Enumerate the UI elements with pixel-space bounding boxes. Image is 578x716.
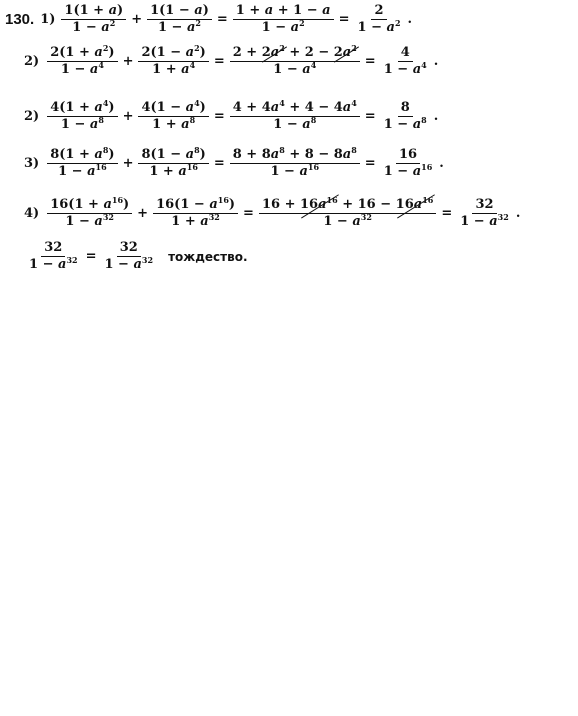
period: . [407, 12, 413, 27]
numerator: $4(1 - a^4)$ [138, 101, 208, 117]
equals-sign: = [338, 12, 350, 27]
item-5 [24, 195, 521, 229]
item-label: 4) [24, 206, 40, 221]
fraction [47, 43, 117, 77]
identity-word: тождество. [168, 249, 248, 264]
fraction [47, 195, 132, 229]
denominator: $1 - a^4$ [60, 60, 104, 77]
fraction [381, 101, 430, 132]
equals-sign: = [364, 54, 376, 69]
denominator: $1 - a^{32}$ [29, 255, 78, 272]
denominator: $1 - a^8$ [60, 115, 104, 132]
crossed-term: $2a^2$ [261, 43, 285, 60]
numerator: 4 [398, 46, 413, 62]
period: . [515, 206, 521, 221]
item-4 [24, 145, 444, 179]
denominator: $1 + a^8$ [152, 115, 196, 132]
numerator: 16 [396, 148, 420, 164]
period: . [433, 54, 439, 69]
numerator: 32 [41, 241, 65, 257]
plus-sign: + [122, 156, 134, 171]
numerator: 32 [472, 198, 496, 214]
denominator: $1 - a^{16}$ [270, 162, 320, 179]
fraction [230, 98, 360, 132]
equals-sign: = [216, 12, 228, 27]
item-1 [5, 4, 412, 35]
fraction [381, 148, 436, 179]
plus-sign: + [131, 12, 143, 27]
item-label: 2) [24, 54, 40, 69]
fraction [138, 43, 208, 77]
numerator: $8(1 + a^8)$ [47, 148, 117, 164]
crossed-term: $16a^{16}$ [395, 195, 434, 212]
numerator: $8(1 - a^8)$ [138, 148, 208, 164]
denominator: $1 - a^{32}$ [460, 212, 509, 229]
numerator: 1(1 + a) [61, 4, 126, 20]
equals-sign: = [213, 156, 225, 171]
numerator: 8 [398, 101, 413, 117]
fraction [259, 195, 436, 229]
fraction [153, 195, 238, 229]
denominator: $1 - a^2$ [157, 18, 201, 35]
denominator: $1 - a^{16}$ [383, 162, 433, 179]
denominator: $1 - a^8$ [273, 115, 317, 132]
equals-sign: = [364, 156, 376, 171]
numerator: $2(1 - a^2)$ [138, 46, 208, 62]
equals-sign: = [213, 54, 225, 69]
fraction [233, 4, 334, 35]
denominator: $1 - a^2$ [357, 18, 401, 35]
fraction [147, 4, 212, 35]
denominator: $1 - a^{32}$ [323, 212, 372, 229]
denominator: $1 - a^{16}$ [58, 162, 107, 179]
denominator: $1 + a^{32}$ [171, 212, 220, 229]
numerator: $2 + 2a^2 + 2 - 2a^2$ [230, 46, 360, 62]
denominator: $1 - a^2$ [261, 18, 305, 35]
denominator: $1 + a^{16}$ [149, 162, 198, 179]
fraction [457, 198, 512, 229]
fraction [381, 46, 430, 77]
plus-sign: + [122, 109, 134, 124]
equals-sign: = [441, 206, 453, 221]
numerator: 2 [371, 4, 386, 20]
numerator: $4 + 4a^4 + 4 - 4a^4$ [230, 101, 360, 117]
numerator: $16(1 - a^{16})$ [153, 198, 238, 214]
period: . [433, 109, 439, 124]
fraction [138, 145, 208, 179]
denominator: $1 - a^{32}$ [65, 212, 114, 229]
fraction [61, 4, 126, 35]
plus-sign: + [122, 54, 134, 69]
denominator: $1 - a^{32}$ [104, 255, 154, 272]
equals-sign: = [364, 109, 376, 124]
equals-sign: = [243, 206, 254, 221]
denominator: $1 - a^4$ [383, 60, 427, 77]
denominator: $1 - a^4$ [273, 60, 317, 77]
item-label: 1) [40, 12, 56, 27]
numerator: $8 + 8a^8 + 8 - 8a^8$ [230, 148, 360, 164]
numerator: 32 [117, 241, 141, 257]
denominator: $1 + a^4$ [152, 60, 196, 77]
equals-sign: = [213, 109, 225, 124]
equals-sign: = [85, 249, 97, 264]
crossed-term: $16a^{16}$ [300, 195, 338, 212]
plus-sign: + [137, 206, 149, 221]
numerator: 1 + a + 1 − a [233, 4, 334, 20]
denominator: $1 - a^2$ [72, 18, 116, 35]
period: . [439, 156, 444, 171]
fraction [26, 241, 81, 272]
fraction [47, 145, 117, 179]
item-2 [24, 43, 439, 77]
item-label: 2) [24, 109, 40, 124]
conclusion [24, 241, 248, 272]
numerator: 1(1 − a) [147, 4, 212, 20]
item-label: 3) [24, 156, 40, 171]
item-3 [24, 98, 439, 132]
fraction [138, 98, 208, 132]
numerator: $16(1 + a^{16})$ [47, 198, 132, 214]
fraction [101, 241, 156, 272]
denominator: $1 - a^8$ [383, 115, 427, 132]
fraction [230, 145, 360, 179]
fraction [355, 4, 404, 35]
numerator: $2(1 + a^2)$ [47, 46, 117, 62]
fraction [47, 98, 117, 132]
numerator: $16 + 16a^{16} + 16 - 16a^{16}$ [259, 198, 436, 214]
fraction [230, 43, 360, 77]
crossed-term: $2a^2$ [333, 43, 357, 60]
problem-number: 130. [5, 11, 35, 28]
numerator: $4(1 + a^4)$ [47, 101, 117, 117]
